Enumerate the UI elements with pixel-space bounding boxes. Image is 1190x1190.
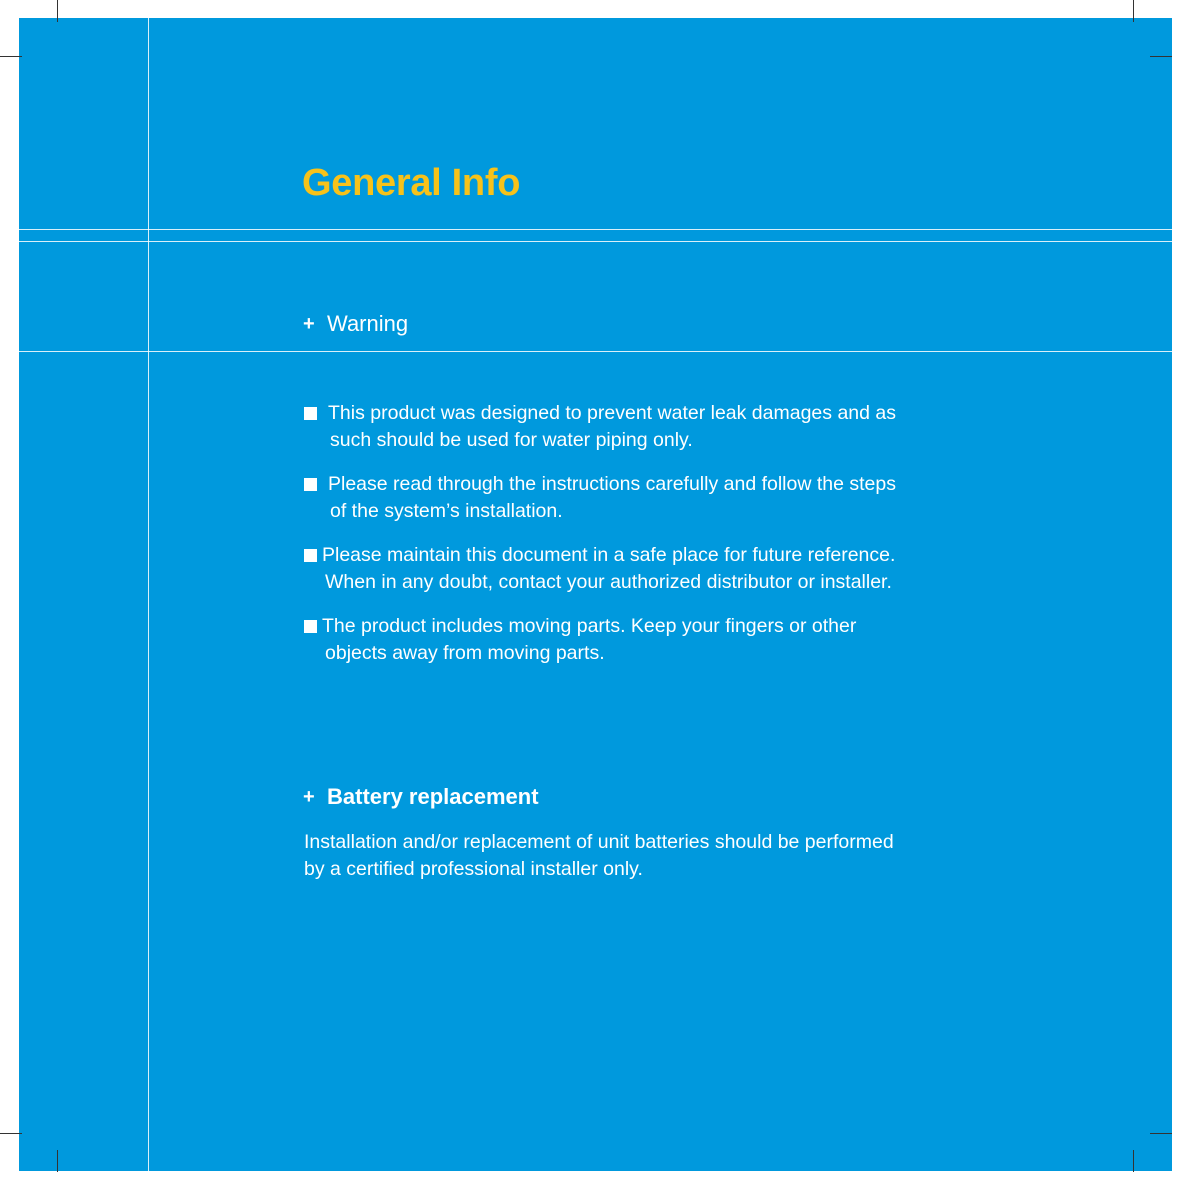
guide-line-title-bottom bbox=[19, 229, 1172, 230]
crop-mark bbox=[57, 0, 58, 22]
square-bullet-icon bbox=[304, 407, 317, 420]
warning-item-line2: of the system’s installation. bbox=[330, 500, 563, 522]
warning-item bbox=[304, 400, 896, 454]
warning-item-line2: When in any doubt, contact your authorized distributor or installer. bbox=[325, 571, 892, 593]
plus-icon: + bbox=[303, 312, 315, 335]
warning-item-line2: such should be used for water piping only. bbox=[330, 429, 693, 451]
battery-paragraph-line2: by a certified professional installer only. bbox=[304, 858, 643, 880]
warning-item-line1: This product was designed to prevent water leak damages and as bbox=[328, 402, 896, 424]
warning-item-line1: Please read through the instructions carefully and follow the steps bbox=[328, 473, 896, 495]
square-bullet-icon bbox=[304, 620, 317, 633]
warning-item-line1: Please maintain this document in a safe place for future reference. bbox=[322, 544, 896, 566]
battery-paragraph bbox=[304, 829, 984, 883]
warning-item-line1: The product includes moving parts. Keep your fingers or other bbox=[322, 615, 857, 637]
crop-mark bbox=[0, 56, 22, 57]
guide-line-title-bottom-2 bbox=[19, 241, 1172, 242]
battery-heading-label: Battery replacement bbox=[327, 784, 539, 809]
warning-heading-label: Warning bbox=[327, 311, 409, 336]
warning-item-line2: objects away from moving parts. bbox=[325, 642, 605, 664]
warning-item bbox=[304, 471, 896, 525]
crop-mark bbox=[1150, 56, 1172, 57]
crop-mark bbox=[1133, 0, 1134, 22]
square-bullet-icon bbox=[304, 549, 317, 562]
margin-guide-vertical bbox=[148, 18, 149, 1171]
plus-icon: + bbox=[303, 785, 315, 808]
warning-item bbox=[304, 542, 895, 596]
warning-item bbox=[304, 613, 856, 667]
crop-mark bbox=[0, 1133, 22, 1134]
crop-mark bbox=[57, 1150, 58, 1172]
battery-heading bbox=[303, 784, 539, 810]
crop-mark bbox=[1150, 1133, 1172, 1134]
warning-heading bbox=[303, 311, 408, 337]
battery-paragraph-line1: Installation and/or replacement of unit batteries should be performed bbox=[304, 831, 894, 853]
square-bullet-icon bbox=[304, 478, 317, 491]
page-title: General Info bbox=[302, 162, 521, 204]
guide-line-warning-bottom bbox=[19, 351, 1172, 352]
crop-mark bbox=[1133, 1150, 1134, 1172]
